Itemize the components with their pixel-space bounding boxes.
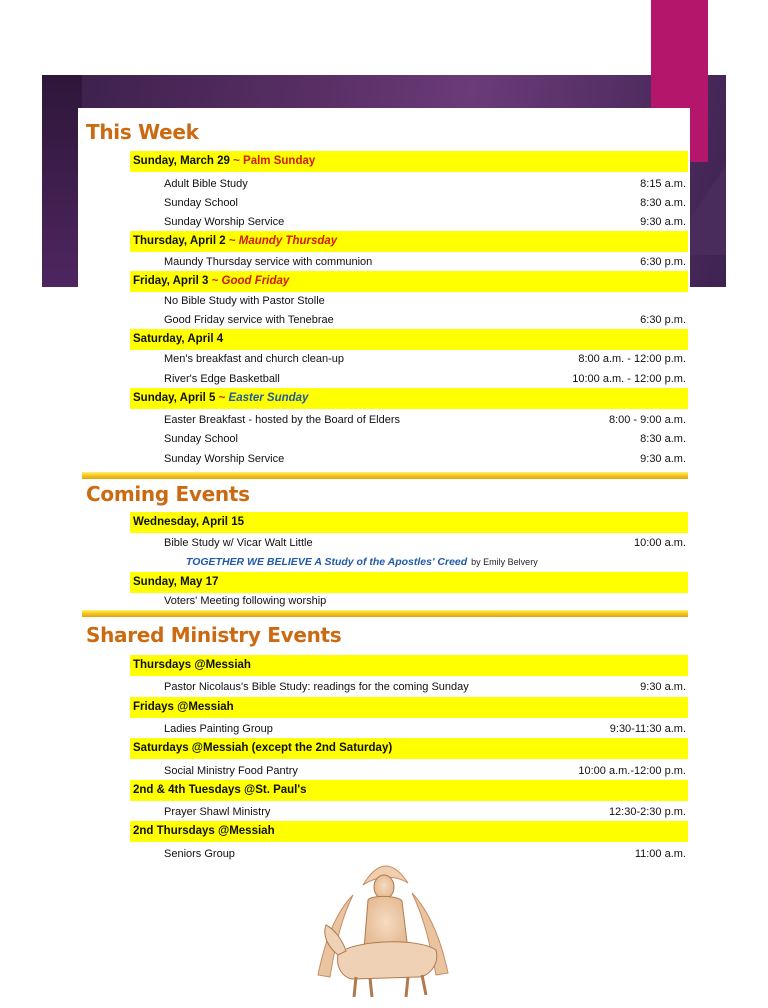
- day-header-april-5: [130, 388, 688, 409]
- event-row: [164, 176, 686, 193]
- event-time: 8:15 a.m.: [640, 178, 686, 190]
- event-name: Social Ministry Food Pantry: [164, 765, 298, 777]
- event-row: [164, 431, 686, 448]
- event-time: 8:30 a.m.: [640, 433, 686, 445]
- day-header-march-29: [130, 151, 688, 172]
- ministry-heading: 2nd Thursdays @Messiah: [133, 825, 275, 837]
- event-name: River's Edge Basketball: [164, 373, 280, 385]
- day-date: Sunday, March 29: [133, 155, 230, 167]
- this-week-title: This Week: [86, 120, 199, 144]
- event-row: [164, 763, 686, 780]
- banner-shade: [42, 75, 82, 287]
- day-header-may-17: [130, 572, 688, 593]
- event-time: 9:30 a.m.: [640, 681, 686, 693]
- day-date: Sunday, May 17: [133, 576, 219, 588]
- event-time: 11:00 a.m.: [634, 848, 686, 860]
- event-time: 8:00 a.m. - 12:00 p.m.: [578, 353, 686, 365]
- event-name: Sunday School: [164, 197, 238, 209]
- event-time: 6:30 p.m.: [640, 256, 686, 268]
- ministry-heading: Fridays @Messiah: [133, 701, 234, 713]
- day-sep: ~: [215, 392, 229, 404]
- day-occasion: Maundy Thursday: [238, 235, 338, 247]
- day-date: Thursday, April 2: [133, 235, 226, 247]
- event-row: [164, 535, 686, 552]
- event-name: No Bible Study with Pastor Stolle: [164, 295, 325, 307]
- ministry-heading: 2nd & 4th Tuesdays @St. Paul's: [133, 784, 307, 796]
- day-sep: ~: [225, 235, 239, 247]
- event-name: Adult Bible Study: [164, 178, 248, 190]
- day-occasion: Good Friday: [221, 275, 290, 287]
- day-header-april-15: [130, 512, 688, 533]
- ministry-heading: Saturdays @Messiah (except the 2nd Saturday): [133, 742, 393, 754]
- day-header-april-4: [130, 329, 688, 350]
- day-header-april-2: [130, 231, 688, 252]
- event-row: [164, 721, 686, 738]
- day-sep: ~: [208, 275, 222, 287]
- event-name: Ladies Painting Group: [164, 723, 273, 735]
- event-row: [164, 371, 686, 388]
- event-name: Men's breakfast and church clean-up: [164, 353, 345, 365]
- section-divider: [82, 472, 688, 479]
- day-date: Wednesday, April 15: [133, 516, 244, 528]
- event-row: [164, 351, 686, 368]
- event-row: [164, 451, 686, 468]
- day-date: Friday, April 3: [133, 275, 209, 287]
- event-row: [164, 593, 686, 610]
- event-row: [164, 804, 686, 821]
- ministry-header: [130, 780, 688, 801]
- event-time: 9:30-11:30 a.m.: [609, 723, 686, 735]
- event-name: Pastor Nicolaus's Bible Study: readings for the coming Sunday: [164, 681, 469, 693]
- event-row: [164, 195, 686, 212]
- event-name: Bible Study w/ Vicar Walt Little: [164, 537, 313, 549]
- ministry-heading: Thursdays @Messiah: [133, 659, 251, 671]
- event-time: 10:00 a.m.: [634, 537, 686, 549]
- day-header-april-3: [130, 271, 688, 292]
- figure-head: [374, 875, 394, 899]
- featured-author: by Emily Belvery: [471, 557, 538, 567]
- day-occasion: Easter Sunday: [228, 392, 309, 404]
- event-row: [164, 312, 686, 329]
- ministry-header: [130, 697, 688, 718]
- event-name: Voters' Meeting following worship: [164, 595, 327, 607]
- event-row: [164, 214, 686, 231]
- day-sep: ~: [229, 155, 244, 167]
- event-name: Sunday Worship Service: [164, 453, 285, 465]
- event-row: [164, 412, 686, 429]
- shared-ministry-title: Shared Ministry Events: [86, 623, 342, 647]
- featured-book-title: TOGETHER WE BELIEVE A Study of the Apostles' Creed: [186, 556, 468, 568]
- event-time: 8:00 - 9:00 a.m.: [608, 414, 686, 426]
- event-name: Easter Breakfast - hosted by the Board of Elders: [164, 414, 401, 426]
- event-row: [164, 679, 686, 696]
- event-time: 10:00 a.m. - 12:00 p.m.: [572, 373, 686, 385]
- day-occasion: Palm Sunday: [243, 155, 316, 167]
- event-name: Sunday Worship Service: [164, 216, 285, 228]
- event-time: 6:30 p.m.: [640, 314, 686, 326]
- coming-events-title: Coming Events: [86, 482, 250, 506]
- event-time: 9:30 a.m.: [640, 453, 686, 465]
- event-time: 9:30 a.m.: [640, 216, 686, 228]
- event-time: 12:30-2:30 p.m.: [608, 806, 686, 818]
- event-name: Good Friday service with Tenebrae: [164, 314, 334, 326]
- featured-study: [186, 555, 538, 570]
- event-name: Sunday School: [164, 433, 238, 445]
- day-date: Saturday, April 4: [133, 333, 224, 345]
- ministry-header: [130, 821, 688, 842]
- event-row: [164, 293, 686, 310]
- section-divider: [82, 610, 688, 617]
- event-row: [164, 254, 686, 271]
- day-date: Sunday, April 5: [133, 392, 216, 404]
- ministry-header: [130, 738, 688, 759]
- ministry-header: [130, 655, 688, 676]
- event-time: 8:30 a.m.: [640, 197, 686, 209]
- event-name: Maundy Thursday service with communion: [164, 256, 373, 268]
- palm-sunday-illustration: [308, 855, 458, 1000]
- event-time: 10:00 a.m.-12:00 p.m.: [578, 765, 686, 777]
- donkey-body: [338, 942, 437, 979]
- event-name: Prayer Shawl Ministry: [164, 806, 271, 818]
- event-name: Seniors Group: [164, 848, 235, 860]
